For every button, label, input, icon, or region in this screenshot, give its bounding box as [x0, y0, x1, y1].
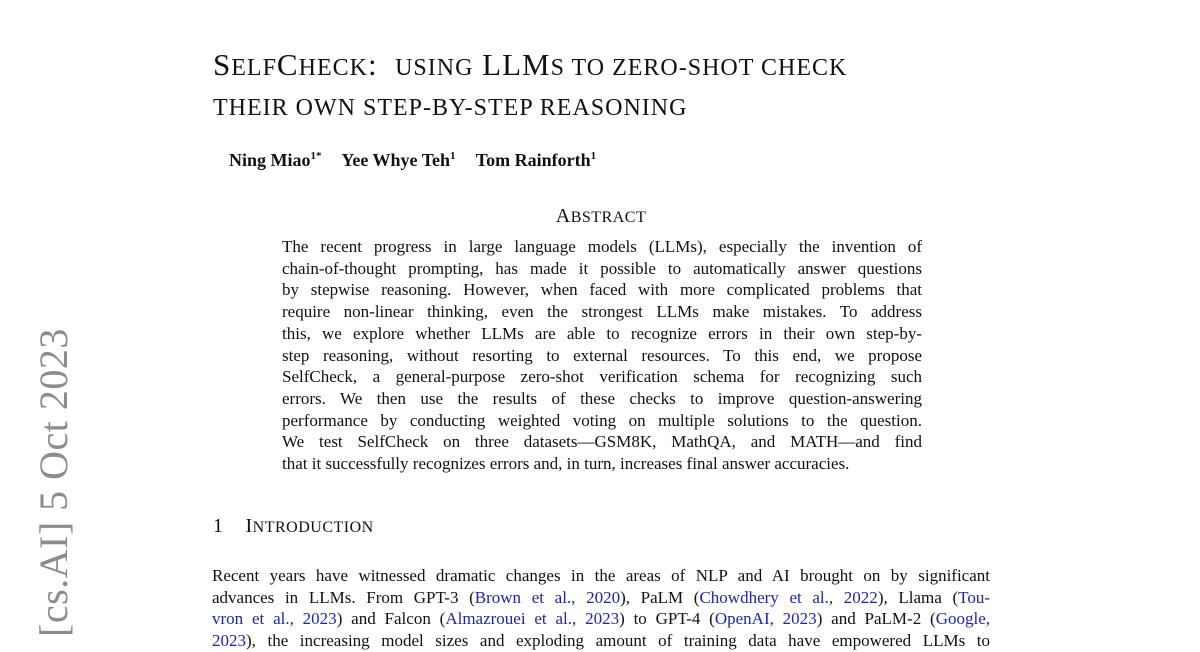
- heading-fragment: A: [555, 205, 571, 227]
- author-name: Yee Whye Teh: [341, 150, 451, 170]
- title-fragment: HECK: [298, 55, 368, 81]
- arxiv-identifier-stamp: [cs.AI] 5 Oct 2023: [31, 328, 76, 637]
- title-fragment: TO ZERO-SHOT CHECK: [564, 55, 848, 81]
- title-fragment: ELF: [231, 55, 277, 81]
- author: [476, 150, 596, 170]
- abstract-line: step reasoning, without resorting to external resources. To this end, we propose: [282, 345, 922, 365]
- section-number: 1: [213, 515, 224, 537]
- citation-link[interactable]: Tou-: [958, 587, 990, 607]
- citation-link[interactable]: Chowdhery et al., 2022: [699, 587, 878, 607]
- abstract-text: [282, 236, 922, 475]
- intro-line: [212, 608, 990, 630]
- introduction-text: [212, 565, 990, 652]
- citation-link[interactable]: vron et al., 2023: [212, 609, 337, 629]
- citation-link[interactable]: Brown et al., 2020: [474, 587, 621, 607]
- title-fragment: USING: [395, 55, 474, 81]
- title-fragment: :: [367, 47, 396, 82]
- abstract-line: require non-linear thinking, even the strongest LLMs make mistakes. To address: [282, 302, 922, 322]
- title-fragment: S: [213, 47, 232, 82]
- title-line-2: THEIR OWN STEP-BY-STEP REASONING: [213, 95, 688, 121]
- title-fragment: S: [550, 55, 565, 81]
- text-fragment: advances in LLMs. From GPT-3 (: [212, 587, 475, 607]
- citation-link[interactable]: OpenAI, 2023: [714, 609, 817, 629]
- abstract-line: that it successfully recognizes errors and, in turn, increases final answer accuracies.: [282, 454, 850, 474]
- text-fragment: ), Llama (: [877, 587, 959, 607]
- heading-fragment: NTRODUCTION: [252, 519, 374, 536]
- author-affiliation-mark: 1: [450, 150, 456, 162]
- text-fragment: ) and PaLM-2 (: [816, 609, 936, 629]
- abstract-heading: [213, 205, 989, 228]
- author-list: [229, 150, 612, 171]
- citation-link[interactable]: 2023: [212, 631, 246, 651]
- intro-line: [212, 630, 990, 652]
- author-name: Tom Rainforth: [475, 150, 591, 170]
- heading-fragment: BSTRACT: [570, 209, 647, 226]
- text-fragment: ) to GPT-4 (: [619, 609, 715, 629]
- title-fragment: LLM: [473, 47, 551, 82]
- intro-line: [212, 587, 990, 609]
- title-line-1: [213, 45, 1013, 88]
- heading-fragment: I: [245, 515, 253, 537]
- abstract-line: The recent progress in large language models (LLMs), especially the invention of: [282, 237, 922, 256]
- text-fragment: ), PaLM (: [620, 587, 700, 607]
- title-fragment: C: [276, 47, 299, 82]
- abstract-line: this, we explore whether LLMs are able to recognize errors in their own step-by-: [282, 323, 922, 343]
- abstract-line: We test SelfCheck on three datasets—GSM8K, MathQA, and MATH—and find: [282, 432, 922, 452]
- author-name: Ning Miao: [229, 150, 311, 170]
- abstract-line: errors. We then use the results of these checks to improve question-answering: [282, 388, 922, 408]
- text-fragment: ) and Falcon (: [336, 609, 446, 629]
- author: [229, 150, 322, 170]
- abstract-line: SelfCheck, a general-purpose zero-shot verification schema for recognizing such: [282, 367, 922, 387]
- abstract-line: chain-of-thought prompting, has made it possible to automatically answer questions: [282, 258, 922, 278]
- citation-link[interactable]: Almazrouei et al., 2023: [445, 609, 620, 629]
- author-affiliation-mark: 1: [590, 150, 597, 162]
- citation-link[interactable]: Google,: [935, 609, 991, 629]
- section-heading-introduction: [213, 515, 374, 538]
- text-fragment: ), the increasing model sizes and exploding amount of training data have empowered LLMs to: [246, 631, 990, 651]
- abstract-line: by stepwise reasoning. However, when faced with more complicated problems that: [282, 280, 922, 300]
- intro-line: Recent years have witnessed dramatic changes in the areas of NLP and AI brought on by significant: [212, 566, 990, 585]
- abstract-line: performance by conducting weighted voting on multiple solutions to the question.: [282, 410, 922, 430]
- paper-title: [213, 45, 1013, 128]
- author-affiliation-mark: 1*: [310, 150, 322, 162]
- author: [341, 150, 455, 170]
